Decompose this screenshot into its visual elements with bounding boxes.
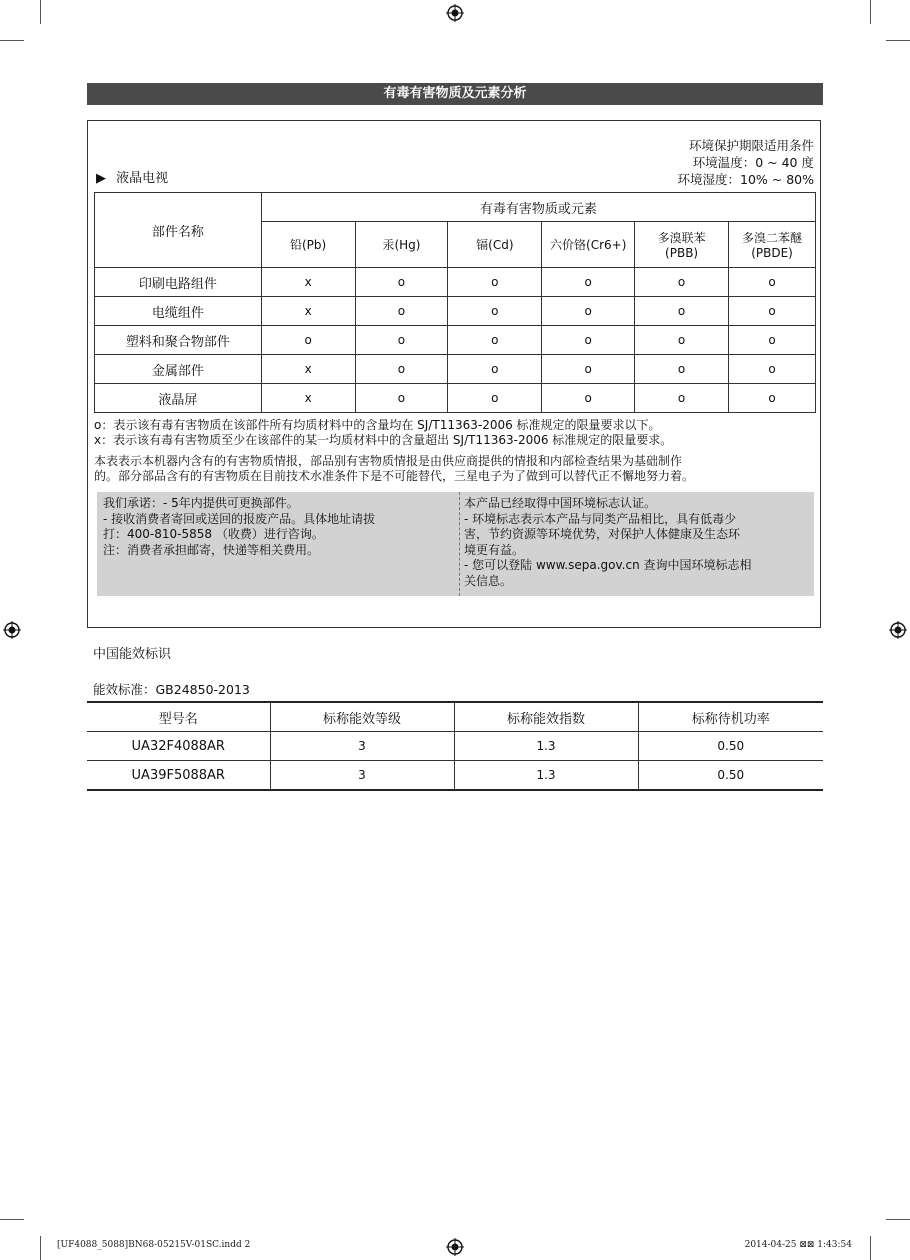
table-row — [95, 268, 816, 297]
substance-value-cell: o — [261, 326, 355, 355]
substance-value-cell: o — [448, 384, 542, 413]
crop-mark — [40, 0, 41, 24]
promise-left-column — [103, 496, 375, 558]
part-name-cell: 电缆组件 — [95, 297, 262, 326]
substance-value-cell: o — [729, 355, 816, 384]
registration-mark-icon — [446, 1238, 464, 1256]
substance-value-cell: o — [635, 384, 729, 413]
promise-line: 本产品已经取得中国环境标志认证。 — [464, 496, 657, 510]
crop-mark — [0, 1219, 24, 1220]
crop-mark — [870, 0, 871, 24]
substance-value-cell: x — [261, 297, 355, 326]
substance-column-header: 多溴二苯醚 (PBDE) — [729, 222, 816, 268]
promise-line: 注：消费者承担邮寄，快递等相关费用。 — [103, 542, 320, 557]
substance-column-header: 铅(Pb) — [261, 222, 355, 268]
substance-value-cell: o — [729, 384, 816, 413]
crop-mark — [886, 40, 910, 41]
part-name-cell: 塑料和聚合物部件 — [95, 326, 262, 355]
promise-line: 打：400-810-5858 （收费）进行咨询。 — [103, 527, 324, 542]
footer-file-info: [UF4088_5088]BN68-05215V-01SC.indd 2 — [57, 1240, 251, 1250]
part-name-cell: 液晶屏 — [95, 384, 262, 413]
section-title-bar: 有毒有害物质及元素分析 — [87, 83, 823, 105]
substance-value-cell: x — [261, 268, 355, 297]
part-name-cell: 印刷电路组件 — [95, 268, 262, 297]
substance-group-header: 有毒有害物质或元素 — [261, 193, 815, 222]
table-cell: UA39F5088AR — [87, 761, 270, 791]
promise-line: - 接收消费者寄回或送回的报废产品。具体地址请拔 — [103, 511, 376, 526]
hazard-substance-table — [94, 192, 816, 413]
table-header-row — [87, 702, 823, 732]
substance-value-cell: o — [448, 355, 542, 384]
table-cell: 0.50 — [638, 761, 823, 791]
substance-value-cell: o — [635, 326, 729, 355]
table-cell: 3 — [270, 732, 454, 761]
column-header: 标称能效等级 — [270, 702, 454, 732]
energy-efficiency-table — [87, 701, 823, 791]
substance-value-cell: o — [542, 326, 635, 355]
promise-line: 我们承诺：- 5年内提供可更换部件。 — [103, 496, 299, 510]
substance-value-cell: o — [355, 384, 448, 413]
promise-right-column — [464, 496, 752, 590]
substance-value-cell: x — [261, 355, 355, 384]
table-cell: 3 — [270, 761, 454, 791]
energy-label-title: 中国能效标识 — [93, 647, 172, 662]
column-header: 标称待机功率 — [638, 702, 823, 732]
triangle-bullet-icon: ▶ — [96, 171, 106, 186]
info-line: 的。部分部品含有的有害物质在目前技术水准条件下是不可能替代，三星电子为了做到可以替代正不懈地努力着。 — [94, 469, 695, 483]
promise-line: - 环境标志表示本产品与同类产品相比，具有低毒少 — [464, 511, 737, 526]
substance-value-cell: o — [635, 355, 729, 384]
footer-timestamp: 2014-04-25 ⊠⊠ 1:43:54 — [744, 1240, 852, 1250]
substance-value-cell: x — [261, 384, 355, 413]
substance-column-header: 六价铬(Cr6+) — [542, 222, 635, 268]
promise-line: 害，节约资源等环境优势，对保护人体健康及生态环 — [464, 527, 741, 542]
table-cell: 0.50 — [638, 732, 823, 761]
temperature-line: 环境温度：0 ~ 40 度 — [692, 155, 814, 170]
promise-line: 关信息。 — [464, 573, 513, 588]
table-cell: 1.3 — [454, 761, 638, 791]
table-row — [95, 297, 816, 326]
crop-mark — [0, 40, 24, 41]
substance-value-cell: o — [355, 355, 448, 384]
substance-value-cell: o — [729, 326, 816, 355]
table-row — [95, 326, 816, 355]
humidity-line: 环境湿度：10% ~ 80% — [677, 172, 814, 187]
promise-line: - 您可以登陆 www.sepa.gov.cn 查询中国环境标志相 — [464, 558, 752, 573]
registration-mark-icon — [446, 4, 464, 22]
environment-conditions — [677, 137, 814, 188]
table-row — [95, 355, 816, 384]
substance-value-cell: o — [729, 268, 816, 297]
substance-column-header: 多溴联苯 (PBB) — [635, 222, 729, 268]
x-note: x：表示该有毒有害物质至少在该部件的某一均质材料中的含量超出 SJ/T11363-2006 标准规定的限量要求。 — [94, 433, 673, 447]
substance-value-cell: o — [635, 268, 729, 297]
registration-mark-icon — [3, 621, 21, 639]
energy-standard: 能效标准：GB24850-2013 — [93, 682, 250, 697]
substance-value-cell: o — [542, 268, 635, 297]
promise-divider — [459, 492, 460, 596]
table-row — [87, 732, 823, 761]
table-row — [87, 761, 823, 791]
substance-column-header: 镉(Cd) — [448, 222, 542, 268]
substance-value-cell: o — [355, 297, 448, 326]
table-notes — [94, 418, 818, 484]
substance-value-cell: o — [448, 268, 542, 297]
substance-column-header: 汞(Hg) — [355, 222, 448, 268]
product-name: 液晶电视 — [116, 171, 169, 186]
substance-value-cell: o — [355, 326, 448, 355]
column-header: 型号名 — [87, 702, 270, 732]
registration-mark-icon — [889, 621, 907, 639]
substance-value-cell: o — [448, 297, 542, 326]
table-row — [95, 384, 816, 413]
substance-value-cell: o — [542, 355, 635, 384]
product-label — [96, 167, 168, 186]
promise-line: 境更有益。 — [464, 542, 525, 557]
table-cell: UA32F4088AR — [87, 732, 270, 761]
substance-value-cell: o — [542, 297, 635, 326]
part-name-cell: 金属部件 — [95, 355, 262, 384]
part-name-header: 部件名称 — [95, 193, 262, 268]
info-line: 本表表示本机器内含有的有害物质情报，部品别有害物质情报是由供应商提供的情报和内部检查结果为基础制作 — [94, 454, 683, 468]
column-header: 标称能效指数 — [454, 702, 638, 732]
substance-value-cell: o — [635, 297, 729, 326]
o-note: o：表示该有毒有害物质在该部件所有均质材料中的含量均在 SJ/T11363-2006 标准规定的限量要求以下。 — [94, 418, 661, 432]
table-cell: 1.3 — [454, 732, 638, 761]
substance-value-cell: o — [729, 297, 816, 326]
substance-value-cell: o — [355, 268, 448, 297]
crop-mark — [40, 1236, 41, 1260]
conditions-title: 环境保护期限适用条件 — [688, 138, 814, 153]
substance-value-cell: o — [448, 326, 542, 355]
crop-mark — [886, 1219, 910, 1220]
substance-value-cell: o — [542, 384, 635, 413]
crop-mark — [870, 1236, 871, 1260]
